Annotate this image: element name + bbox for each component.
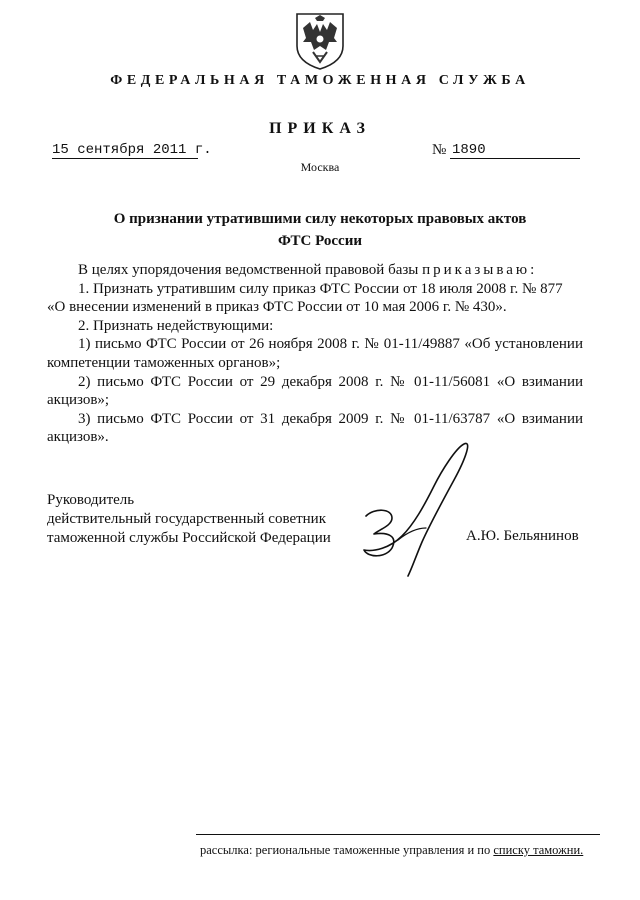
- agency-name: ФЕДЕРАЛЬНАЯ ТАМОЖЕННАЯ СЛУЖБА: [110, 73, 530, 88]
- order-number: 1890: [450, 142, 580, 159]
- signatory-line-1: Руководитель: [47, 492, 135, 508]
- item-1-line-1: 1. Признать утратившим силу приказ ФТС России от 18 июля 2008 г. № 877: [78, 280, 563, 297]
- document-body: [47, 261, 583, 447]
- subitem-2: 2) письмо ФТС России от 29 декабря 2008 г. № 01-11/56081 «О взимании акцизов»;: [47, 373, 583, 409]
- distribution-list: списку таможни.: [493, 843, 584, 857]
- intro-command: приказываю:: [422, 262, 538, 278]
- order-number-label: №: [432, 142, 447, 158]
- intro-paragraph: [47, 261, 583, 280]
- title-line-1: О признании утратившими силу некоторых правовых актов: [113, 211, 527, 227]
- signatory-line-2: действительный государственный советник: [47, 511, 327, 527]
- issue-city: Москва: [300, 160, 340, 174]
- signatory-line-3: таможенной службы Российской Федерации: [47, 530, 331, 546]
- distribution-text: рассылка: региональные таможенные управления и по: [200, 843, 491, 857]
- document-type: ПРИКАЗ: [269, 120, 371, 137]
- signatory-name: А.Ю. Бельянинов: [466, 528, 579, 544]
- subitem-1: 1) письмо ФТС России от 26 ноября 2008 г. № 01-11/49887 «Об установлении компетенции таможенных органов»;: [47, 336, 583, 371]
- document-title: [0, 208, 640, 252]
- intro-text: В целях упорядочения ведомственной правовой базы: [78, 262, 419, 278]
- footer-divider: [196, 834, 600, 835]
- item-1-line-2: «О внесении изменений в приказ ФТС России от 10 мая 2006 г. № 430».: [47, 299, 507, 316]
- coat-of-arms-emblem: [293, 12, 347, 70]
- item-2: 2. Признать недействующими:: [78, 317, 274, 334]
- subitem-3: 3) письмо ФТС России от 31 декабря 2009 г. № 01-11/63787 «О взимании акцизов».: [47, 410, 583, 446]
- order-date: 15 сентября 2011 г.: [52, 142, 212, 158]
- distribution-note: [200, 843, 583, 858]
- signatory-title: [47, 491, 331, 548]
- handwritten-signature: [352, 440, 482, 580]
- title-line-2: ФТС России: [278, 233, 362, 249]
